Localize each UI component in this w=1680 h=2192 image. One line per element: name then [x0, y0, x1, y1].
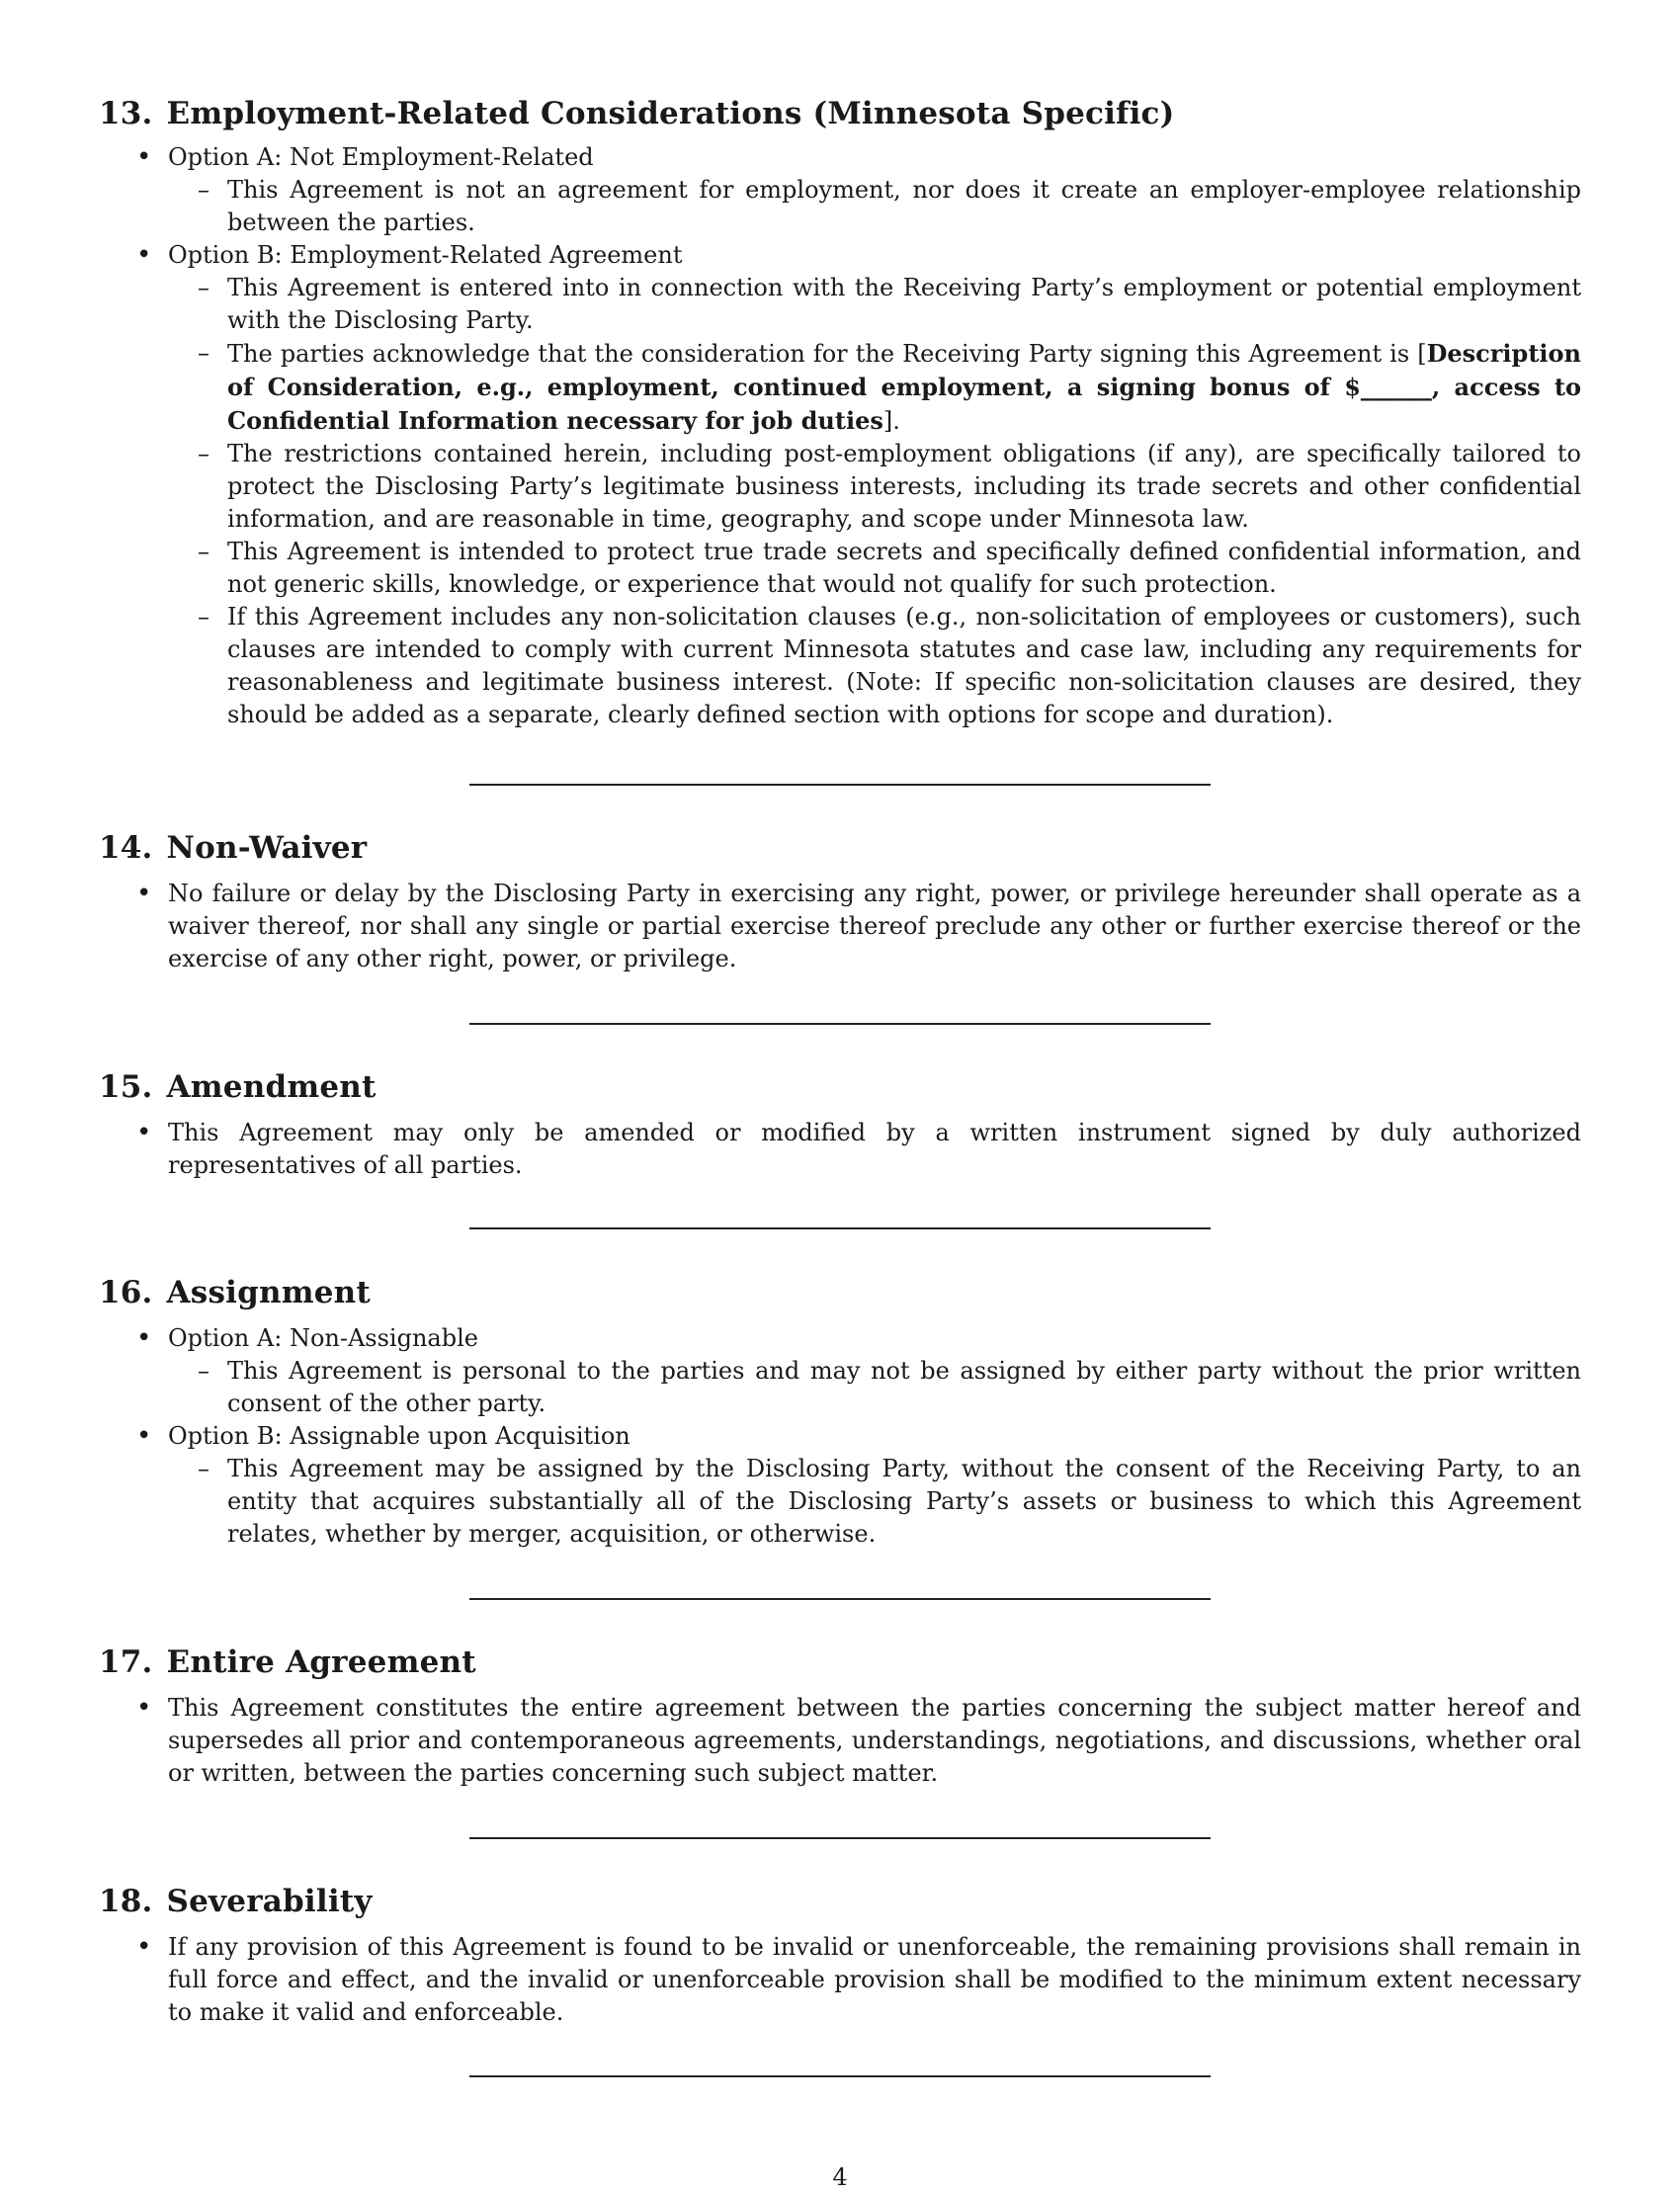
sub-list-item: [168, 337, 1581, 438]
list-item: [99, 239, 1581, 731]
section-title: Entire Agreement: [166, 1644, 476, 1680]
section-title: Assignment: [166, 1275, 371, 1310]
section-number: 16.: [99, 1275, 153, 1310]
option-a-label: Option A: Non-Assignable: [168, 1324, 478, 1352]
option-b-item-4: This Agreement is intended to protect true trade secrets and specifically defined confidential information, and not generic skills, knowledge, or experience that would not qualify for such protection.: [227, 538, 1581, 598]
severability-text: If any provision of this Agreement is found to be invalid or unenforceable, the remaining provisions shall remain in full force and effect, and the invalid or unenforceable provision shall be modified to the minimum extent necessary to make it valid and enforceable.: [168, 1933, 1581, 2026]
sub-list-item: [168, 536, 1581, 601]
section-14-heading: [99, 826, 1581, 870]
section-18-heading: [99, 1880, 1581, 1923]
dash-icon: –: [198, 1455, 210, 1482]
sub-list: [168, 272, 1581, 731]
bullet-icon: •: [136, 1421, 152, 1451]
section-divider: [469, 2075, 1211, 2077]
consideration-placeholder: Description of Consideration, e.g., employment, continued employment, a signing bonus of $______, access to Confidential Information necessary for job duties: [227, 339, 1581, 435]
sub-list-item: [168, 601, 1581, 731]
section-18: [99, 1880, 1581, 2029]
option-b-item-3: The restrictions contained herein, including post-employment obligations (if any), are specifically tailored to protect the Disclosing Party’s legitimate business interests, including its trade secrets and other confidential information, and are reasonable in time, geography, and scope under Minnesota law.: [227, 440, 1581, 533]
list-item: [99, 1420, 1581, 1551]
section-14: [99, 826, 1581, 975]
bullet-list: [99, 1117, 1581, 1182]
list-item: [99, 1692, 1581, 1790]
list-item: [99, 878, 1581, 975]
bullet-icon: •: [136, 1118, 152, 1147]
sub-list-item: [168, 1453, 1581, 1551]
sub-list-item: [168, 174, 1581, 239]
section-16-heading: [99, 1271, 1581, 1314]
dash-icon: –: [198, 440, 210, 467]
bullet-list: [99, 141, 1581, 731]
bullet-icon: •: [136, 142, 152, 172]
dash-icon: –: [198, 274, 210, 301]
sub-list: [168, 174, 1581, 239]
section-number: 14.: [99, 830, 153, 866]
section-15-heading: [99, 1065, 1581, 1109]
list-item: [99, 1322, 1581, 1420]
section-13-heading: [99, 92, 1581, 135]
option-b-label: Option B: Assignable upon Acquisition: [168, 1422, 630, 1450]
section-16: [99, 1271, 1581, 1551]
non-waiver-text: No failure or delay by the Disclosing Party in exercising any right, power, or privilege hereunder shall operate as a waiver thereof, nor shall any single or partial exercise thereof preclude any other or further exercise thereof or the exercise of any other right, power, or privilege.: [168, 880, 1581, 972]
amendment-text: This Agreement may only be amended or modified by a written instrument signed by duly authorized representatives of all parties.: [168, 1119, 1581, 1179]
entire-agreement-text: This Agreement constitutes the entire agreement between the parties concerning the subject matter hereof and supersedes all prior and contemporaneous agreements, understandings, negotiations, and discussions, whether oral or written, between the parties concerning such subject matter.: [168, 1694, 1581, 1787]
list-item: [99, 1117, 1581, 1182]
consideration-close: ].: [882, 407, 900, 435]
bullet-list: [99, 1322, 1581, 1551]
section-number: 17.: [99, 1644, 153, 1680]
consideration-intro: The parties acknowledge that the consideration for the Receiving Party signing this Agreement is [: [227, 340, 1427, 368]
section-title: Severability: [166, 1884, 373, 1919]
section-divider: [469, 1227, 1211, 1229]
sub-list: [168, 1355, 1581, 1420]
dash-icon: –: [198, 1357, 210, 1385]
section-divider: [469, 1837, 1211, 1839]
section-13: [99, 92, 1581, 731]
option-b-label: Option B: Employment-Related Agreement: [168, 241, 683, 269]
section-title: Amendment: [166, 1069, 377, 1105]
sub-list-item: [168, 272, 1581, 337]
bullet-list: [99, 1692, 1581, 1790]
option-a-text: This Agreement is not an agreement for employment, nor does it create an employer-employee relationship between the parties.: [227, 176, 1581, 236]
option-b-item-1: This Agreement is entered into in connection with the Receiving Party’s employment or potential employment with the Disclosing Party.: [227, 274, 1581, 334]
bullet-icon: •: [136, 1932, 152, 1962]
sub-list: [168, 1453, 1581, 1551]
dash-icon: –: [198, 176, 210, 204]
section-divider: [469, 784, 1211, 786]
list-item: [99, 1931, 1581, 2029]
page-number: 4: [832, 2163, 848, 2191]
section-17: [99, 1641, 1581, 1790]
section-17-heading: [99, 1641, 1581, 1684]
bullet-list: [99, 1931, 1581, 2029]
section-number: 15.: [99, 1069, 153, 1105]
dash-icon: –: [198, 538, 210, 565]
bullet-icon: •: [136, 240, 152, 270]
sub-list-item: [168, 1355, 1581, 1420]
option-a-label: Option A: Not Employment-Related: [168, 143, 594, 171]
bullet-list: [99, 878, 1581, 975]
option-b-item-2: [227, 337, 1581, 438]
section-divider: [469, 1598, 1211, 1600]
section-number: 13.: [99, 96, 153, 131]
bullet-icon: •: [136, 1323, 152, 1353]
section-number: 18.: [99, 1884, 153, 1919]
bullet-icon: •: [136, 879, 152, 908]
dash-icon: –: [198, 339, 210, 367]
option-a-text: This Agreement is personal to the parties and may not be assigned by either party without the prior written consent of the other party.: [227, 1357, 1581, 1417]
dash-icon: –: [198, 603, 210, 631]
section-divider: [469, 1023, 1211, 1025]
section-title: Non-Waiver: [166, 830, 368, 866]
section-title: Employment-Related Considerations (Minnesota Specific): [166, 96, 1175, 131]
option-b-item-5: If this Agreement includes any non-solicitation clauses (e.g., non-solicitation of employees or customers), such clauses are intended to comply with current Minnesota statutes and case law, including any requirements for reasonableness and legitimate business interest. (Note: If specific non-solicitation clauses are desired, they should be added as a separate, clearly defined section with options for scope and duration).: [227, 603, 1581, 728]
bullet-icon: •: [136, 1693, 152, 1723]
option-b-text: This Agreement may be assigned by the Disclosing Party, without the consent of the Receiving Party, to an entity that acquires substantially all of the Disclosing Party’s assets or business to which this Agreement relates, whether by merger, acquisition, or otherwise.: [227, 1455, 1581, 1548]
section-15: [99, 1065, 1581, 1182]
list-item: [99, 141, 1581, 239]
sub-list-item: [168, 438, 1581, 536]
